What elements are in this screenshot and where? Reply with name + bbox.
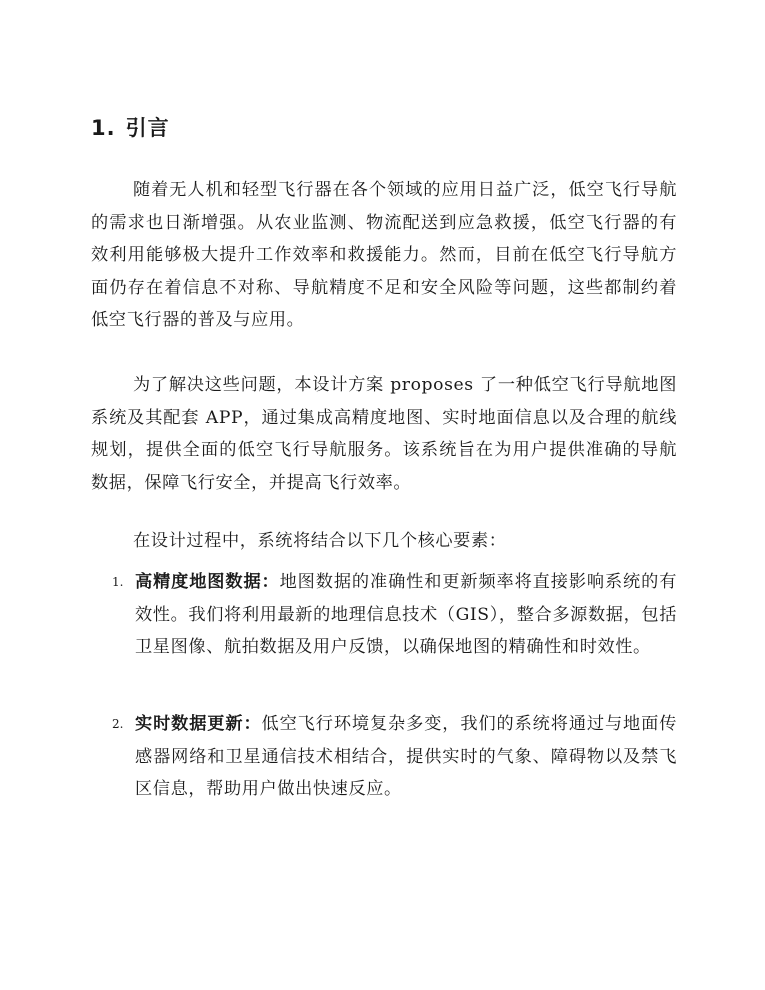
paragraph-intro: 随着无人机和轻型飞行器在各个领域的应用日益广泛，低空飞行导航的需求也日渐增强。从农业监测、物流配送到应急救援，低空飞行器的有效利用能够极大提升工作效率和救援能力。然而，目前在低空飞行导航方面仍存在着信息不对称、导航精度不足和安全风险等问题，这些都制约着低空飞行器的普及与应用。 bbox=[91, 180, 677, 330]
list-item bbox=[91, 708, 677, 806]
paragraph-proposal: 为了解决这些问题，本设计方案 proposes 了一种低空飞行导航地图系统及其配套 APP，通过集成高精度地图、实时地面信息以及合理的航线规划，提供全面的低空飞行导航服务。该系统旨在为用户提供准确的导航数据，保障飞行安全，并提高飞行效率。 bbox=[91, 375, 677, 493]
list-item-text: 地图数据的准确性和更新频率将直接影响系统的有效性。我们将利用最新的地理信息技术（GIS），整合多源数据，包括卫星图像、航拍数据及用户反馈，以确保地图的精确性和时效性。 bbox=[135, 572, 677, 657]
list-item bbox=[91, 566, 677, 664]
list-item-text: 低空飞行环境复杂多变，我们的系统将通过与地面传感器网络和卫星通信技术相结合，提供实时的气象、障碍物以及禁飞区信息，帮助用户做出快速反应。 bbox=[135, 714, 677, 799]
section-number: 1. bbox=[91, 116, 116, 140]
core-elements-list bbox=[91, 566, 677, 664]
section-heading bbox=[91, 112, 170, 142]
list-item-lead: 实时数据更新： bbox=[135, 714, 262, 734]
section-title: 引言 bbox=[125, 116, 170, 140]
paragraph-core-elements: 在设计过程中，系统将结合以下几个核心要素： bbox=[133, 531, 507, 551]
list-item-number: 1. bbox=[112, 575, 124, 589]
list-item-lead: 高精度地图数据： bbox=[135, 572, 280, 592]
list-item-number: 2. bbox=[112, 717, 124, 731]
core-elements-list-continued bbox=[91, 708, 677, 806]
